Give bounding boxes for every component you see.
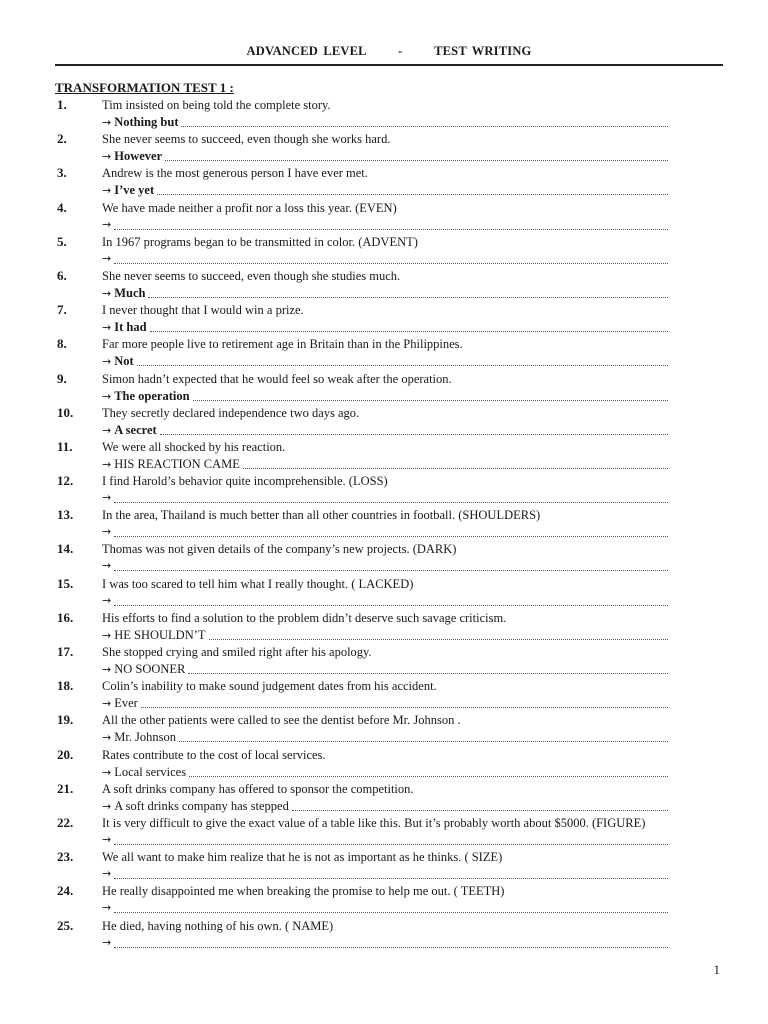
arrow-right-icon: → [102,628,112,642]
exercise-number: 7. [57,302,67,318]
arrow-right-icon: → [102,150,112,164]
answer-line[interactable] [102,558,668,574]
exercise-number: 8. [57,336,67,352]
exercise-item [0,439,768,473]
answer-blank[interactable] [165,160,668,161]
arrow-right-icon: → [102,389,112,403]
arrow-right-icon: → [102,251,112,265]
answer-line[interactable] [102,490,668,506]
answer-line[interactable] [102,353,668,369]
exercise-number: 13. [57,507,74,523]
exercise-number: 16. [57,609,74,625]
answer-line[interactable] [102,114,668,130]
exercise-item [0,747,768,781]
exercise-question: In 1967 programs began to be transmitted in color. (ADVENT) [102,234,418,249]
answer-line[interactable] [102,422,668,438]
answer-prompt: Local services [114,764,187,779]
answer-blank[interactable] [114,878,668,879]
answer-blank[interactable] [243,468,668,469]
exercise-question: It is very difficult to give the exact value of a table like this. But it’s probably worth about $5000. (FIGURE) [102,815,646,830]
arrow-right-icon: → [102,525,112,539]
answer-blank[interactable] [114,502,668,503]
arrow-right-icon: → [102,901,112,915]
arrow-right-icon: → [102,867,112,881]
exercise-number: 24. [57,883,74,899]
arrow-right-icon: → [102,593,112,607]
page-header [55,44,723,66]
exercise-item [0,371,768,405]
exercise-number: 11. [57,438,73,454]
answer-line[interactable] [102,251,668,267]
answer-line[interactable] [102,832,668,848]
exercise-item [0,268,768,302]
exercise-number: 21. [57,780,74,796]
answer-line[interactable] [102,285,668,301]
exercise-question: Rates contribute to the cost of local services. [102,747,326,762]
answer-line[interactable] [102,900,668,916]
answer-line[interactable] [102,935,668,951]
exercise-number: 4. [57,199,67,215]
exercise-item [0,200,768,234]
answer-prompt: Ever [114,696,138,711]
answer-blank[interactable] [114,947,668,948]
exercise-question: Tim insisted on being told the complete story. [102,98,331,112]
answer-prompt: The operation [114,388,190,403]
arrow-right-icon: → [102,697,112,711]
answer-line[interactable] [102,627,668,643]
exercise-question: Thomas was not given details of the company’s new projects. (DARK) [102,542,457,557]
answer-prompt: Nothing but [114,115,179,129]
answer-blank[interactable] [157,194,668,195]
answer-blank[interactable] [114,570,668,571]
exercise-question: Far more people live to retirement age in Britain than in the Philippines. [102,337,463,352]
exercise-question: We all want to make him realize that he is not as important as he thinks. ( SIZE) [102,850,503,865]
exercise-number: 3. [57,165,67,181]
exercise-number: 22. [57,814,74,830]
answer-prompt: Mr. Johnson [114,730,177,745]
arrow-right-icon: → [102,321,112,335]
arrow-right-icon: → [102,116,112,129]
exercise-question: He died, having nothing of his own. ( NAME) [102,918,334,933]
answer-line[interactable] [102,217,668,233]
exercise-question: Colin’s inability to make sound judgement dates from his accident. [102,679,437,694]
answer-line[interactable] [102,661,668,677]
exercise-question: All the other patients were called to see the dentist before Mr. Johnson . [102,713,461,728]
header-separator: - [397,44,403,58]
answer-blank[interactable] [181,126,668,127]
exercise-item [0,849,768,883]
answer-blank[interactable] [141,707,668,708]
exercise-number: 2. [57,131,67,147]
answer-blank[interactable] [188,673,668,674]
answer-prompt: However [114,149,163,164]
exercise-question: A soft drinks company has offered to sponsor the competition. [102,781,414,796]
exercise-item [0,234,768,268]
answer-blank[interactable] [179,741,668,742]
exercise-number: 15. [57,575,74,591]
exercise-question: I was too scared to tell him what I really thought. ( LACKED) [102,576,414,591]
exercise-question: She never seems to succeed, even though she studies much. [102,268,401,283]
exercise-item [0,541,768,575]
exercise-item [0,473,768,507]
answer-line[interactable] [102,148,668,164]
answer-prompt: I’ve yet [114,183,155,198]
exercise-question: I never thought that I would win a prize. [102,303,304,318]
exercise-number: 5. [57,233,67,249]
exercise-question: Andrew is the most generous person I have ever met. [102,166,368,181]
exercise-item [0,712,768,746]
exercise-item [0,815,768,849]
answer-prompt: HIS REACTION CAME [114,456,240,471]
answer-prompt: HE SHOULDN’T [114,627,206,642]
exercise-number: 25. [57,917,74,933]
answer-line[interactable] [102,729,668,745]
exercise-question: We were all shocked by his reaction. [102,439,286,454]
exercise-question: His efforts to find a solution to the problem didn’t deserve such savage criticism. [102,610,507,625]
exercise-question: In the area, Thailand is much better than all other countries in football. (SHOULDERS) [102,508,541,523]
exercise-question: She never seems to succeed, even though she works hard. [102,132,391,147]
answer-line[interactable] [102,593,668,609]
arrow-right-icon: → [102,559,112,573]
exercise-number: 14. [57,541,74,557]
exercise-number: 19. [57,712,74,728]
arrow-right-icon: → [102,663,112,676]
exercise-item [0,576,768,610]
exercise-item [0,678,768,712]
exercise-item [0,644,768,678]
answer-blank[interactable] [150,331,668,332]
answer-prompt: Much [114,285,146,300]
answer-line[interactable] [102,319,668,335]
answer-prompt: It had [114,320,147,335]
exercise-number: 18. [57,678,74,694]
answer-blank[interactable] [114,229,668,230]
exercise-number: 12. [57,473,74,489]
answer-blank[interactable] [114,844,668,845]
answer-blank[interactable] [137,365,668,366]
exercise-number: 23. [57,849,74,865]
answer-line[interactable] [102,524,668,540]
arrow-right-icon: → [102,355,112,369]
arrow-right-icon: → [102,457,112,471]
answer-blank[interactable] [193,400,668,401]
exercise-item [0,610,768,644]
exercise-item [0,507,768,541]
exercise-item [0,165,768,199]
exercise-question: We have made neither a profit nor a loss this year. (EVEN) [102,200,397,215]
exercise-question: I find Harold’s behavior quite incomprehensible. (LOSS) [102,474,388,489]
exercise-item [0,405,768,439]
answer-prompt: A secret [114,422,157,437]
answer-blank[interactable] [114,912,668,913]
answer-blank[interactable] [292,810,668,811]
answer-line[interactable] [102,798,668,814]
answer-blank[interactable] [114,263,668,264]
exercise-number: 9. [57,370,67,386]
page-number: 1 [713,962,720,977]
arrow-right-icon: → [102,217,112,231]
exercise-item [0,918,768,952]
header-level: ADVANCED LEVEL [246,44,367,58]
exercise-number: 6. [57,267,67,283]
answer-blank[interactable] [160,434,668,435]
section-title: TRANSFORMATION TEST 1 : [55,80,234,95]
arrow-right-icon: → [102,423,112,437]
arrow-right-icon: → [102,832,112,846]
answer-prompt: Not [114,354,134,369]
exercise-number: 17. [57,644,74,659]
answer-blank[interactable] [114,605,668,606]
answer-prompt: A soft drinks company has stepped [114,798,289,813]
exercise-list [0,97,768,952]
exercise-question: They secretly declared independence two days ago. [102,405,360,420]
answer-line[interactable] [102,182,668,198]
answer-blank[interactable] [189,776,668,777]
arrow-right-icon: → [102,184,112,198]
arrow-right-icon: → [102,731,112,745]
answer-line[interactable] [102,866,668,882]
arrow-right-icon: → [102,491,112,505]
exercise-number: 10. [57,404,74,420]
answer-blank[interactable] [209,639,668,640]
exercise-item [0,97,768,131]
exercise-number: 20. [57,746,74,762]
answer-blank[interactable] [148,297,668,298]
exercise-number: 1. [57,97,67,112]
arrow-right-icon: → [102,935,112,949]
exercise-item [0,131,768,165]
answer-prompt: NO SOONER [114,662,186,676]
exercise-question: Simon hadn’t expected that he would feel so weak after the operation. [102,371,452,386]
exercise-question: She stopped crying and smiled right after his apology. [102,645,372,659]
header-subject: TEST WRITING [434,44,532,58]
arrow-right-icon: → [102,765,112,779]
exercise-item [0,781,768,815]
arrow-right-icon: → [102,286,112,300]
answer-line[interactable] [102,695,668,711]
answer-line[interactable] [102,764,668,780]
answer-line[interactable] [102,388,668,404]
answer-blank[interactable] [114,536,668,537]
exercise-question: He really disappointed me when breaking the promise to help me out. ( TEETH) [102,884,505,899]
exercise-item [0,336,768,370]
arrow-right-icon: → [102,799,112,813]
exercise-item [0,883,768,917]
exercise-item [0,302,768,336]
answer-line[interactable] [102,456,668,472]
